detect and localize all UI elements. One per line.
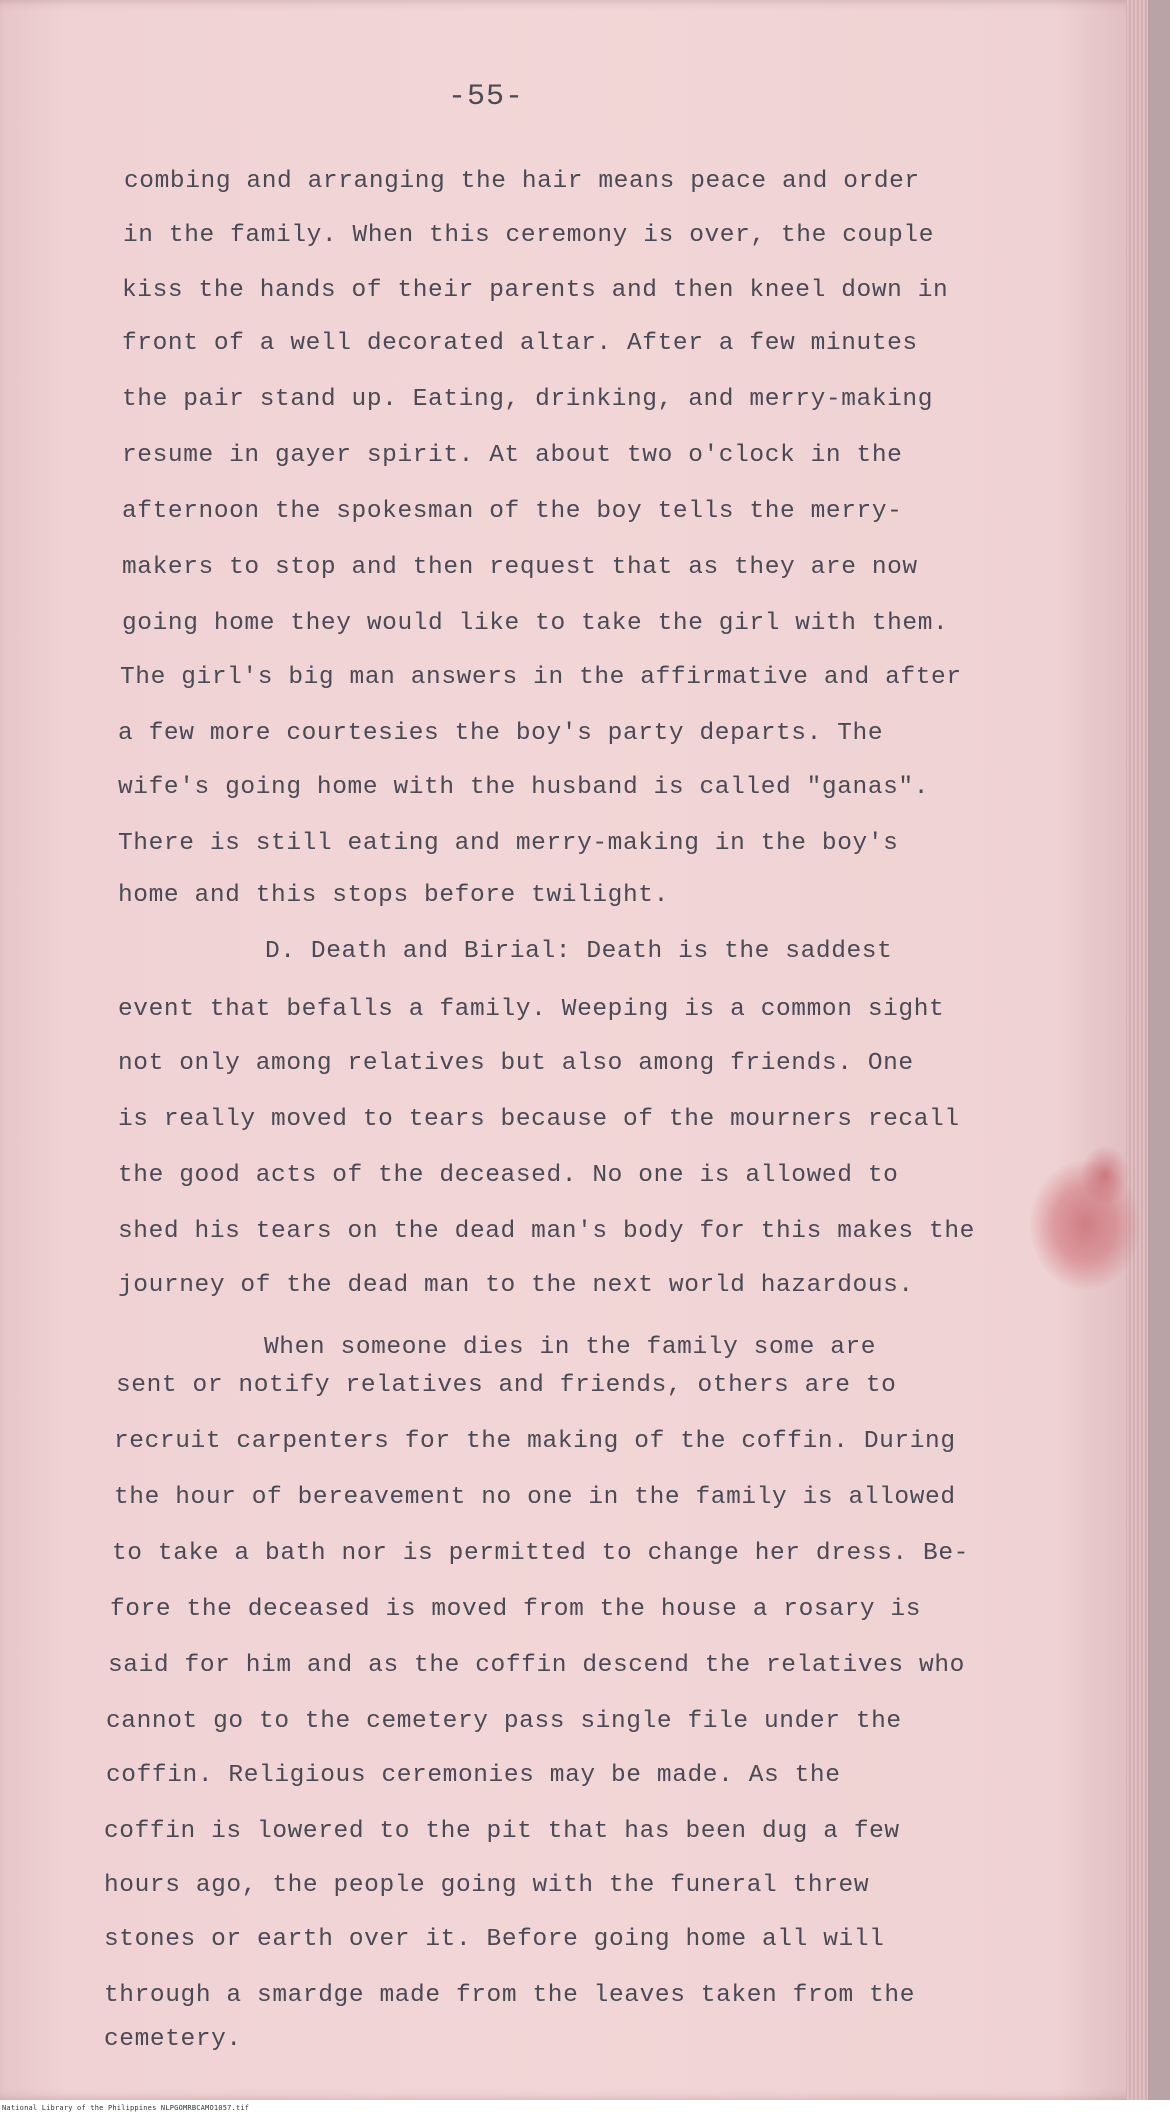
paragraph-start-line: When someone dies in the family some are	[264, 1334, 877, 1361]
text-line: wife's going home with the husband is called "ganas".	[118, 774, 930, 801]
text-line: There is still eating and merry-making in the boy's	[118, 830, 899, 857]
text-line: fore the deceased is moved from the house a rosary is	[110, 1596, 922, 1623]
text-line: afternoon the spokesman of the boy tells the merry-	[122, 498, 903, 525]
text-line: coffin. Religious ceremonies may be made. As the	[106, 1762, 841, 1789]
text-line: not only among relatives but also among friends. One	[118, 1050, 914, 1077]
text-line: sent or notify relatives and friends, others are to	[116, 1372, 897, 1399]
text-line: journey of the dead man to the next world hazardous.	[118, 1272, 914, 1299]
text-line: shed his tears on the dead man's body for this makes the	[118, 1218, 975, 1245]
text-line: a few more courtesies the boy's party departs. The	[118, 720, 884, 747]
text-line: through a smardge made from the leaves taken from the	[104, 1982, 916, 2009]
text-line: hours ago, the people going with the funeral threw	[104, 1872, 870, 1899]
page-number: -55-	[448, 80, 525, 114]
text-line: event that befalls a family. Weeping is a common sight	[118, 996, 945, 1023]
text-line: going home they would like to take the girl with them.	[122, 610, 949, 637]
text-line: cemetery.	[104, 2026, 242, 2053]
text-line: to take a bath nor is permitted to change her dress. Be-	[112, 1540, 969, 1567]
text-line: front of a well decorated altar. After a few minutes	[122, 330, 918, 357]
text-line: stones or earth over it. Before going home all will	[104, 1926, 885, 1953]
text-line: the good acts of the deceased. No one is allowed to	[118, 1162, 899, 1189]
text-line: combing and arranging the hair means peace and order	[124, 168, 920, 195]
text-line: the hour of bereavement no one in the family is allowed	[114, 1484, 956, 1511]
text-line: home and this stops before twilight.	[118, 882, 669, 909]
text-line: is really moved to tears because of the mourners recall	[118, 1106, 960, 1133]
stain-mark-small	[1080, 1145, 1130, 1205]
text-line: the pair stand up. Eating, drinking, and merry-making	[122, 386, 934, 413]
text-line: kiss the hands of their parents and then kneel down in	[122, 277, 949, 304]
text-line: makers to stop and then request that as they are now	[122, 554, 918, 581]
page-edge	[1126, 0, 1148, 2100]
footer-caption: National Library of the Philippines NLPGOMRBCAMO1057.tif	[2, 2104, 250, 2112]
text-line: The girl's big man answers in the affirmative and after	[120, 664, 962, 691]
text-line: resume in gayer spirit. At about two o'clock in the	[122, 442, 903, 469]
section-heading-line: D. Death and Birial: Death is the saddest	[265, 938, 893, 965]
text-line: coffin is lowered to the pit that has been dug a few	[104, 1818, 900, 1845]
text-line: said for him and as the coffin descend the relatives who	[108, 1652, 965, 1679]
text-line: recruit carpenters for the making of the coffin. During	[114, 1428, 956, 1455]
text-line: in the family. When this ceremony is over, the couple	[123, 222, 935, 249]
text-line: cannot go to the cemetery pass single file under the	[106, 1708, 902, 1735]
